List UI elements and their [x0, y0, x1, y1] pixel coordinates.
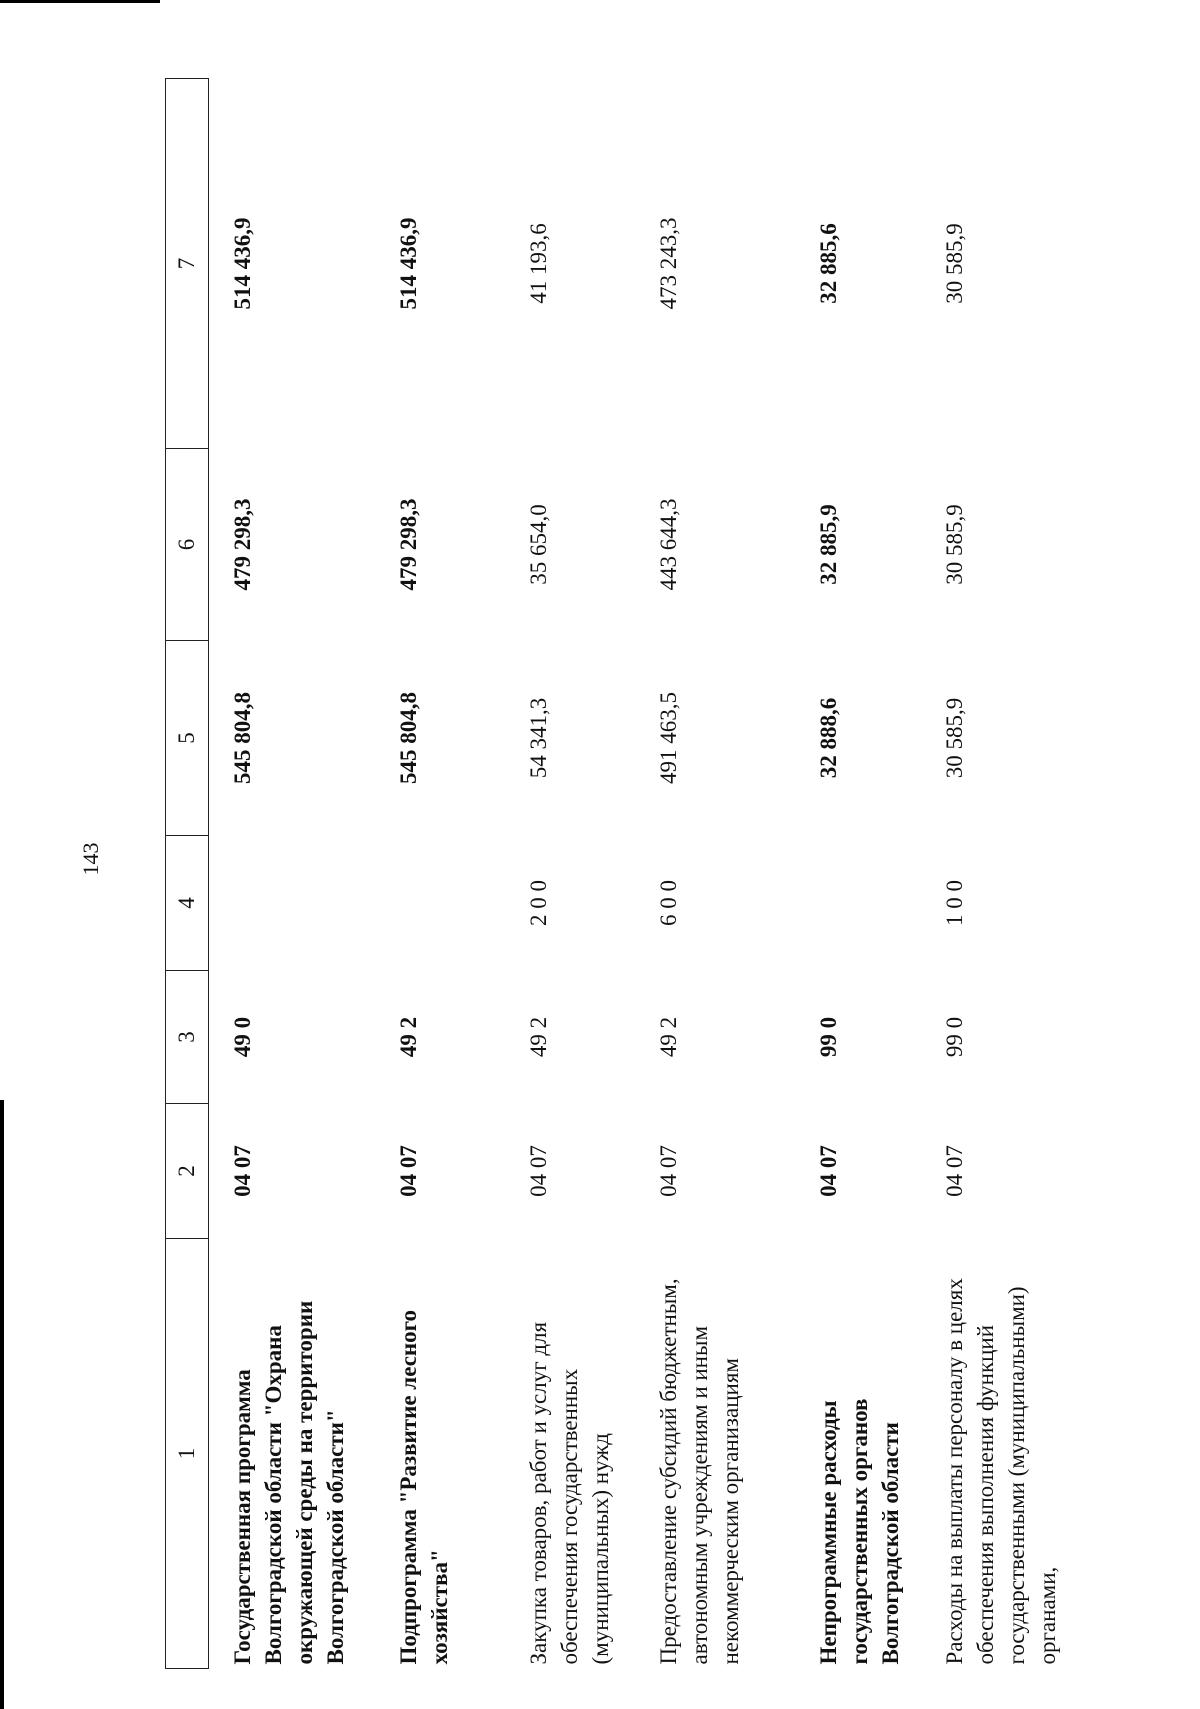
- row-amount-6: 479 298,3: [230, 498, 255, 591]
- row-expense-type: 6 0 0: [656, 880, 681, 926]
- row-amount-5: 491 463,5: [656, 692, 681, 784]
- row-expense-type: 1 0 0: [942, 880, 967, 926]
- row-amount-7: 32 885,6: [816, 223, 841, 304]
- row-name: Расходы на выплаты персоналу в целях обеспечения выполнения функций государственными (муниципальными) органами,: [942, 1278, 1060, 1665]
- row-section: 04 07: [526, 1145, 551, 1197]
- row-target: 99 0: [816, 1016, 841, 1058]
- column-header-5: 5: [166, 641, 209, 836]
- row-amount-5: 30 585,9: [942, 697, 967, 779]
- row-expense-type: [795, 836, 921, 971]
- row-section: 04 07: [396, 1145, 421, 1197]
- row-section: 04 07: [942, 1145, 967, 1197]
- row-amount-7: 514 436,9: [396, 217, 421, 310]
- column-header-4: 4: [166, 836, 209, 971]
- column-header-7: 7: [166, 79, 209, 449]
- header-row: [166, 79, 209, 1669]
- row-target: 49 2: [526, 1016, 551, 1058]
- row-amount-6: 30 585,9: [942, 504, 967, 585]
- row-expense-type: 2 0 0: [526, 880, 551, 926]
- row-amount-5: 32 888,6: [816, 697, 841, 779]
- column-header-1: 1: [166, 1239, 209, 1669]
- row-amount-5: 545 804,8: [230, 692, 255, 784]
- column-header-2: 2: [166, 1104, 209, 1239]
- row-section: 04 07: [656, 1145, 681, 1197]
- row-target: 49 0: [230, 1016, 255, 1058]
- row-amount-5: 545 804,8: [396, 692, 421, 784]
- row-name: Непрограммные расходы государственных органов Волгоградской области: [816, 1398, 903, 1665]
- row-amount-6: 35 654,0: [526, 504, 551, 585]
- column-header-6: 6: [166, 449, 209, 641]
- table-row: [375, 79, 505, 1669]
- table-row: [795, 79, 921, 1669]
- table-row: [505, 79, 635, 1669]
- row-target: 49 2: [656, 1016, 681, 1058]
- column-header-3: 3: [166, 971, 209, 1104]
- row-target: 49 2: [396, 1016, 421, 1058]
- row-name: Закупка товаров, работ и услуг для обеспечения государственных (муниципальных) нужд: [526, 1321, 613, 1665]
- row-amount-7: 41 193,6: [526, 223, 551, 304]
- table-row: [921, 79, 1079, 1669]
- row-expense-type: [375, 836, 505, 971]
- row-amount-7: 514 436,9: [230, 217, 255, 310]
- row-expense-type: [209, 836, 376, 971]
- row-name: Предоставление субсидий бюджетным, автономным учреждениям и иным некоммерческим организациям: [656, 1278, 743, 1665]
- budget-table: [165, 78, 1079, 1669]
- row-section: 04 07: [230, 1145, 255, 1197]
- table-row: [209, 79, 376, 1669]
- row-amount-6: 479 298,3: [396, 498, 421, 591]
- row-amount-5: 54 341,3: [526, 697, 551, 779]
- row-amount-6: 32 885,9: [816, 504, 841, 585]
- row-section: 04 07: [816, 1145, 841, 1197]
- row-name: Подпрограмма "Развитие лесного хозяйства": [396, 1309, 452, 1665]
- row-target: 99 0: [942, 1016, 967, 1058]
- page-number: 143: [78, 842, 103, 876]
- row-amount-7: 30 585,9: [942, 223, 967, 304]
- table-row: [635, 79, 795, 1669]
- row-amount-6: 443 644,3: [656, 498, 681, 591]
- row-name: Государственная программа Волгоградской области "Охрана окружающей среды на территории Волгоградской области": [230, 1300, 348, 1665]
- row-amount-7: 473 243,3: [656, 217, 681, 310]
